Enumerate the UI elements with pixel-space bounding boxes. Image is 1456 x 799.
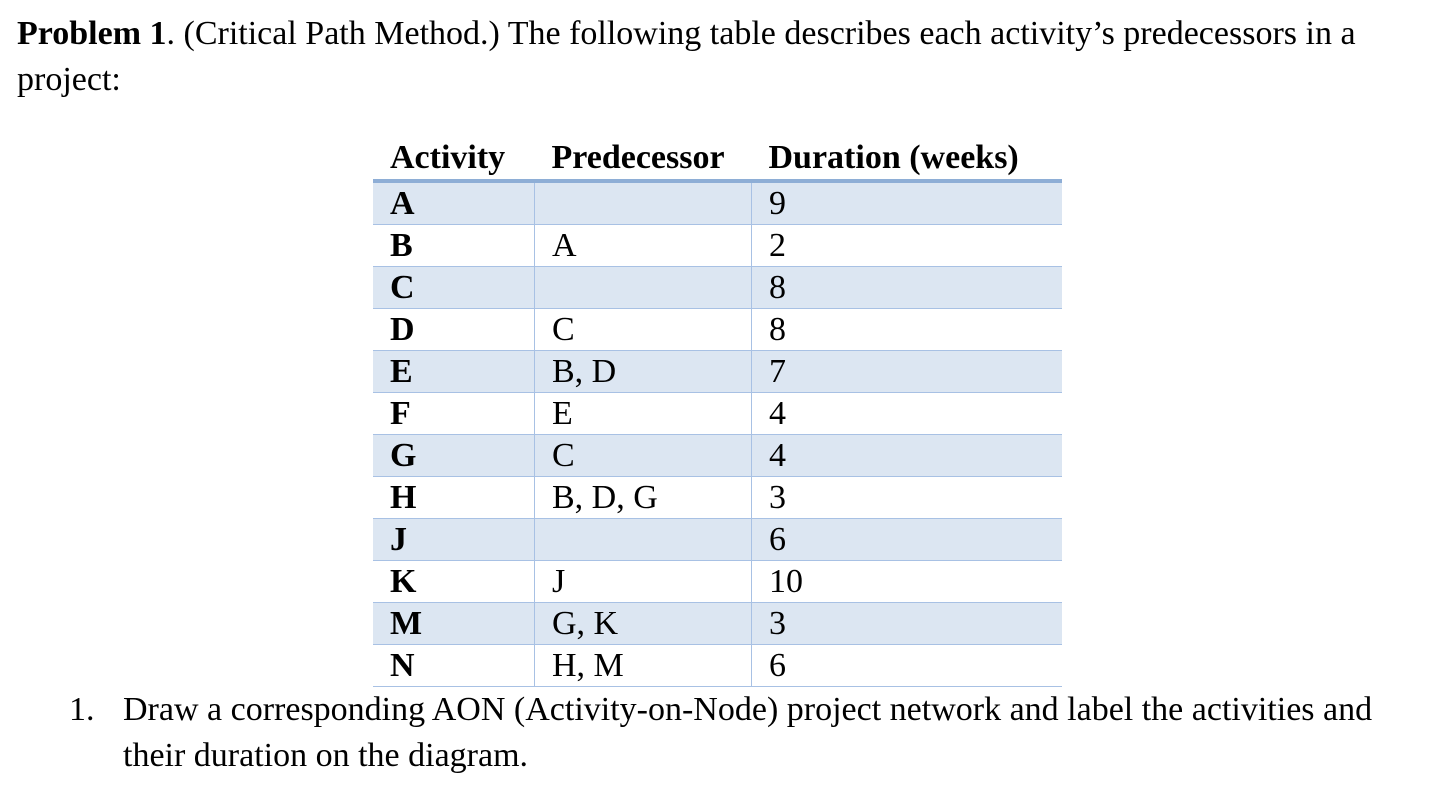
cell-predecessor: E	[535, 393, 752, 435]
header-activity: Activity	[373, 137, 535, 181]
question-number: 1.	[69, 691, 95, 728]
table-row	[373, 645, 1062, 687]
cell-activity: B	[373, 225, 535, 267]
cell-duration: 7	[752, 351, 1063, 393]
table-row	[373, 393, 1062, 435]
cell-duration: 10	[752, 561, 1063, 603]
cell-activity: M	[373, 603, 535, 645]
table-row	[373, 561, 1062, 603]
problem-label: Problem 1	[17, 15, 167, 52]
cell-predecessor: J	[535, 561, 752, 603]
cell-predecessor: G, K	[535, 603, 752, 645]
cell-predecessor: C	[535, 309, 752, 351]
problem-text: . (Critical Path Method.) The following table describes each activity’s predecessors in a project:	[17, 15, 1356, 98]
cell-activity: F	[373, 393, 535, 435]
table-row	[373, 603, 1062, 645]
question-item	[69, 687, 1439, 779]
cell-duration: 6	[752, 645, 1063, 687]
cell-predecessor	[535, 519, 752, 561]
header-duration: Duration (weeks)	[752, 137, 1063, 181]
cell-activity: D	[373, 309, 535, 351]
table-row	[373, 519, 1062, 561]
question-text: Draw a corresponding AON (Activity-on-Node) project network and label the activities and their duration on the diagram.	[123, 691, 1373, 774]
table-row	[373, 225, 1062, 267]
cell-activity: E	[373, 351, 535, 393]
table-row	[373, 181, 1062, 225]
table-header-row	[373, 137, 1062, 181]
cell-duration: 3	[752, 603, 1063, 645]
cell-duration: 2	[752, 225, 1063, 267]
activity-table	[373, 137, 1062, 687]
cell-activity: H	[373, 477, 535, 519]
problem-statement	[17, 11, 1437, 103]
table-row	[373, 309, 1062, 351]
cell-duration: 3	[752, 477, 1063, 519]
table-row	[373, 351, 1062, 393]
table-row	[373, 267, 1062, 309]
cell-activity: A	[373, 181, 535, 225]
cell-predecessor	[535, 181, 752, 225]
cell-predecessor: A	[535, 225, 752, 267]
cell-activity: C	[373, 267, 535, 309]
cell-duration: 9	[752, 181, 1063, 225]
cell-duration: 4	[752, 435, 1063, 477]
cell-predecessor: B, D	[535, 351, 752, 393]
cell-activity: J	[373, 519, 535, 561]
cell-predecessor: H, M	[535, 645, 752, 687]
cell-predecessor: C	[535, 435, 752, 477]
table-row	[373, 477, 1062, 519]
table-row	[373, 435, 1062, 477]
cell-duration: 4	[752, 393, 1063, 435]
cell-activity: G	[373, 435, 535, 477]
cell-activity: K	[373, 561, 535, 603]
cell-duration: 8	[752, 267, 1063, 309]
cell-predecessor: B, D, G	[535, 477, 752, 519]
header-predecessor: Predecessor	[535, 137, 752, 181]
cell-predecessor	[535, 267, 752, 309]
cell-duration: 8	[752, 309, 1063, 351]
cell-duration: 6	[752, 519, 1063, 561]
cell-activity: N	[373, 645, 535, 687]
